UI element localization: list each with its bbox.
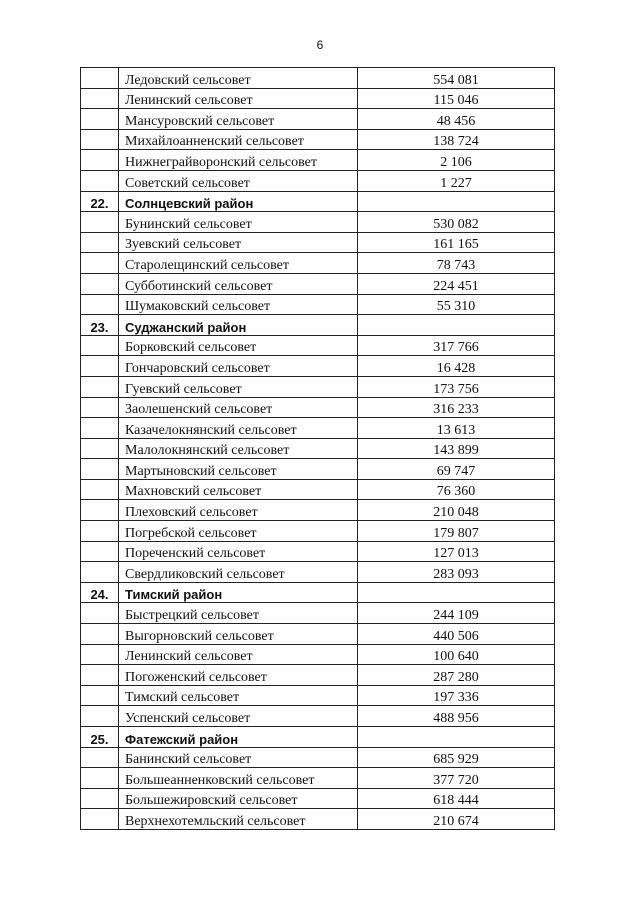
allocation-table	[80, 67, 555, 830]
amount-cell: 210 048	[358, 500, 555, 521]
council-name-cell: Тимский сельсовет	[119, 685, 358, 706]
council-name-cell: Казачелокнянский сельсовет	[119, 418, 358, 439]
row-number-cell: 22.	[81, 191, 119, 212]
allocation-table-body	[81, 68, 555, 830]
council-name-cell: Ленинский сельсовет	[119, 644, 358, 665]
table-row	[81, 212, 555, 233]
council-name-cell: Махновский сельсовет	[119, 479, 358, 500]
table-row	[81, 356, 555, 377]
row-number-cell	[81, 418, 119, 439]
amount-cell: 143 899	[358, 438, 555, 459]
amount-cell	[358, 315, 555, 336]
amount-cell: 179 807	[358, 521, 555, 542]
row-number-cell	[81, 521, 119, 542]
council-name-cell: Бунинский сельсовет	[119, 212, 358, 233]
row-number-cell	[81, 788, 119, 809]
council-name-cell: Выгорновский сельсовет	[119, 624, 358, 645]
row-number-cell: 25.	[81, 727, 119, 748]
row-number-cell	[81, 273, 119, 294]
row-number-cell	[81, 438, 119, 459]
amount-cell: 76 360	[358, 479, 555, 500]
council-name-cell: Борковский сельсовет	[119, 335, 358, 356]
amount-cell: 244 109	[358, 603, 555, 624]
row-number-cell	[81, 68, 119, 89]
amount-cell: 115 046	[358, 88, 555, 109]
council-name-cell: Заолешенский сельсовет	[119, 397, 358, 418]
table-row	[81, 706, 555, 727]
row-number-cell	[81, 500, 119, 521]
row-number-cell	[81, 562, 119, 583]
row-number-cell: 24.	[81, 582, 119, 603]
row-number-cell	[81, 644, 119, 665]
row-number-cell	[81, 253, 119, 274]
amount-cell: 197 336	[358, 685, 555, 706]
row-number-cell	[81, 665, 119, 686]
table-row	[81, 335, 555, 356]
council-name-cell: Нижнеграйворонский сельсовет	[119, 150, 358, 171]
amount-cell: 138 724	[358, 129, 555, 150]
amount-cell: 685 929	[358, 747, 555, 768]
amount-cell: 316 233	[358, 397, 555, 418]
council-name-cell: Верхнехотемльский сельсовет	[119, 809, 358, 830]
amount-cell: 78 743	[358, 253, 555, 274]
amount-cell: 173 756	[358, 376, 555, 397]
amount-cell: 55 310	[358, 294, 555, 315]
table-row	[81, 438, 555, 459]
district-row	[81, 191, 555, 212]
council-name-cell: Зуевский сельсовет	[119, 232, 358, 253]
table-row	[81, 88, 555, 109]
council-name-cell: Гончаровский сельсовет	[119, 356, 358, 377]
amount-cell: 161 165	[358, 232, 555, 253]
row-number-cell	[81, 294, 119, 315]
council-name-cell: Успенский сельсовет	[119, 706, 358, 727]
table-row	[81, 273, 555, 294]
council-name-cell: Погоженский сельсовет	[119, 665, 358, 686]
row-number-cell	[81, 212, 119, 233]
row-number-cell	[81, 603, 119, 624]
table-row	[81, 150, 555, 171]
row-number-cell	[81, 809, 119, 830]
row-number-cell	[81, 706, 119, 727]
council-name-cell: Субботинский сельсовет	[119, 273, 358, 294]
row-number-cell	[81, 170, 119, 191]
table-row	[81, 376, 555, 397]
district-row	[81, 582, 555, 603]
amount-cell: 287 280	[358, 665, 555, 686]
table-row	[81, 665, 555, 686]
table-row	[81, 521, 555, 542]
council-name-cell: Пореченский сельсовет	[119, 541, 358, 562]
amount-cell: 48 456	[358, 109, 555, 130]
amount-cell: 488 956	[358, 706, 555, 727]
table-row	[81, 68, 555, 89]
amount-cell: 210 674	[358, 809, 555, 830]
table-row	[81, 109, 555, 130]
council-name-cell: Советский сельсовет	[119, 170, 358, 191]
district-name-cell: Фатежский район	[119, 727, 358, 748]
table-row	[81, 809, 555, 830]
amount-cell: 69 747	[358, 459, 555, 480]
table-row	[81, 747, 555, 768]
amount-cell: 554 081	[358, 68, 555, 89]
table-row	[81, 562, 555, 583]
row-number-cell	[81, 335, 119, 356]
council-name-cell: Ледовский сельсовет	[119, 68, 358, 89]
district-row	[81, 727, 555, 748]
amount-cell: 224 451	[358, 273, 555, 294]
table-row	[81, 788, 555, 809]
council-name-cell: Плеховский сельсовет	[119, 500, 358, 521]
council-name-cell: Быстрецкий сельсовет	[119, 603, 358, 624]
council-name-cell: Малолокнянский сельсовет	[119, 438, 358, 459]
council-name-cell: Шумаковский сельсовет	[119, 294, 358, 315]
table-row	[81, 232, 555, 253]
table-row	[81, 294, 555, 315]
amount-cell: 530 082	[358, 212, 555, 233]
row-number-cell	[81, 376, 119, 397]
row-number-cell	[81, 541, 119, 562]
amount-cell: 1 227	[358, 170, 555, 191]
table-row	[81, 253, 555, 274]
council-name-cell: Михайлоанненский сельсовет	[119, 129, 358, 150]
council-name-cell: Мартыновский сельсовет	[119, 459, 358, 480]
row-number-cell	[81, 88, 119, 109]
council-name-cell: Большежировский сельсовет	[119, 788, 358, 809]
amount-cell: 317 766	[358, 335, 555, 356]
amount-cell	[358, 191, 555, 212]
table-row	[81, 500, 555, 521]
amount-cell: 100 640	[358, 644, 555, 665]
amount-cell: 440 506	[358, 624, 555, 645]
row-number-cell	[81, 624, 119, 645]
row-number-cell	[81, 459, 119, 480]
row-number-cell	[81, 397, 119, 418]
row-number-cell	[81, 479, 119, 500]
table-row	[81, 603, 555, 624]
district-name-cell: Суджанский район	[119, 315, 358, 336]
amount-cell: 16 428	[358, 356, 555, 377]
row-number-cell	[81, 129, 119, 150]
amount-cell: 618 444	[358, 788, 555, 809]
row-number-cell	[81, 768, 119, 789]
council-name-cell: Старолещинский сельсовет	[119, 253, 358, 274]
table-row	[81, 541, 555, 562]
row-number-cell	[81, 150, 119, 171]
row-number-cell	[81, 356, 119, 377]
amount-cell	[358, 582, 555, 603]
table-row	[81, 170, 555, 191]
row-number-cell	[81, 109, 119, 130]
table-row	[81, 768, 555, 789]
amount-cell: 2 106	[358, 150, 555, 171]
table-row	[81, 479, 555, 500]
council-name-cell: Большеанненковский сельсовет	[119, 768, 358, 789]
row-number-cell: 23.	[81, 315, 119, 336]
amount-cell: 13 613	[358, 418, 555, 439]
amount-cell	[358, 727, 555, 748]
council-name-cell: Свердликовский сельсовет	[119, 562, 358, 583]
row-number-cell	[81, 685, 119, 706]
district-name-cell: Тимский район	[119, 582, 358, 603]
council-name-cell: Мансуровский сельсовет	[119, 109, 358, 130]
page-number: 6	[316, 38, 324, 52]
row-number-cell	[81, 747, 119, 768]
table-row	[81, 418, 555, 439]
table-row	[81, 685, 555, 706]
council-name-cell: Погребской сельсовет	[119, 521, 358, 542]
amount-cell: 377 720	[358, 768, 555, 789]
table-row	[81, 624, 555, 645]
table-row	[81, 129, 555, 150]
district-name-cell: Солнцевский район	[119, 191, 358, 212]
district-row	[81, 315, 555, 336]
table-row	[81, 397, 555, 418]
row-number-cell	[81, 232, 119, 253]
council-name-cell: Банинский сельсовет	[119, 747, 358, 768]
amount-cell: 283 093	[358, 562, 555, 583]
table-row	[81, 644, 555, 665]
amount-cell: 127 013	[358, 541, 555, 562]
council-name-cell: Ленинский сельсовет	[119, 88, 358, 109]
table-row	[81, 459, 555, 480]
council-name-cell: Гуевский сельсовет	[119, 376, 358, 397]
